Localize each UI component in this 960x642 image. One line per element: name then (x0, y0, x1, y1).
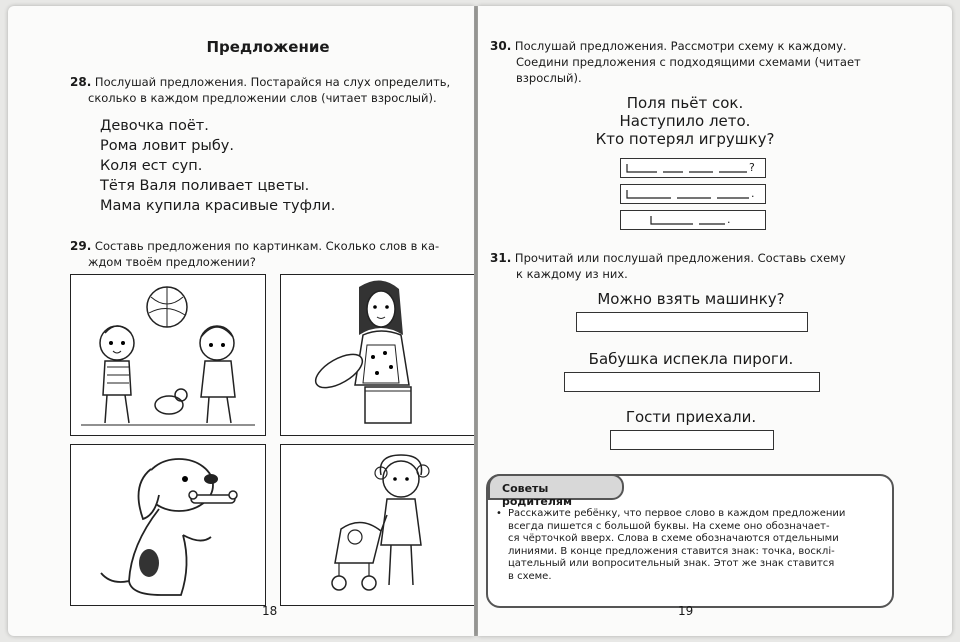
task-30-number: 30. (490, 39, 512, 53)
scheme-lines-2 (621, 185, 765, 203)
scheme-lines-1 (621, 159, 765, 177)
tips-line-3: ся чёрточкой вверх. Слова в схеме обозначаются отдельными (508, 533, 839, 544)
scheme-mark-3: . (727, 213, 731, 226)
right-page (478, 6, 952, 636)
task-30-instruction (490, 38, 900, 86)
task-31-sentence-2: Бабушка испекла пироги. (588, 350, 794, 368)
scheme-mark-2: . (751, 187, 755, 200)
page-number-left: 18 (262, 604, 278, 618)
page-number-right: 19 (678, 604, 694, 618)
task-30-text-line-3: взрослый). (516, 71, 582, 85)
task-31-text-line-1: Прочитай или послушай предложения. Составь схему (514, 251, 846, 265)
sentence-4: Тётя Валя поливает цветы. (100, 178, 310, 194)
task-29-text-line-1: Составь предложения по картинкам. Сколько слов в ка- (94, 239, 440, 253)
left-page (8, 6, 474, 636)
sentence-2: Рома ловит рыбу. (100, 138, 234, 154)
picture-children-ball (70, 274, 266, 436)
sentence-3: Коля ест суп. (100, 158, 203, 174)
tips-bullet: • (496, 508, 502, 519)
tips-line-5: цательный или вопросительный знак. Этот же знак ставится (508, 558, 835, 569)
tips-line-1: Расскажите ребёнку, что первое слово в каждом предложении (508, 508, 846, 519)
task-28-text-line-1: Послушай предложения. Постарайся на слух определить, (94, 75, 451, 89)
task-31-instruction (490, 250, 900, 282)
task-28-number: 28. (70, 75, 92, 89)
sentence-5: Мама купила красивые туфли. (100, 198, 336, 214)
task-30-sentence-2: Наступило лето. (619, 112, 751, 130)
answer-box-2[interactable] (564, 372, 820, 392)
scheme-mark-1: ? (749, 161, 755, 174)
page-title: Предложение (206, 38, 330, 56)
parent-tips-box (486, 474, 894, 608)
task-29-number: 29. (70, 239, 92, 253)
scheme-box-2[interactable] (620, 184, 766, 204)
task-29-instruction (70, 238, 470, 270)
parent-tips-title: Советы родителям (488, 474, 624, 500)
parent-tips-text (496, 508, 884, 583)
task-30-sentence-1: Поля пьёт сок. (626, 94, 744, 112)
tips-line-2: всегда пишется с большой буквы. На схеме оно обозначает- (508, 520, 830, 532)
task-30-sentence-3: Кто потерял игрушку? (595, 130, 775, 148)
sentence-1: Девочка поёт. (100, 118, 209, 134)
children-ball-illustration (71, 275, 265, 435)
girl-stroller-illustration (281, 445, 474, 605)
task-31-number: 31. (490, 251, 512, 265)
task-31-text-line-2: к каждому из них. (516, 267, 628, 281)
picture-dog-bone (70, 444, 266, 606)
tips-line-4: линиями. В конце предложения ставится знак: точка, восклi- (508, 545, 835, 557)
task-29-text-line-2: ждом твоём предложении? (88, 255, 256, 269)
task-31-sentence-3: Гости приехали. (625, 408, 757, 426)
task-31-sentence-1: Можно взять машинку? (597, 290, 785, 308)
answer-box-3[interactable] (610, 430, 774, 450)
task-28-text-line-2: сколько в каждом предложении слов (читает взрослый). (88, 91, 437, 105)
task-30-text-line-1: Послушай предложения. Рассмотри схему к каждому. (514, 39, 847, 53)
scheme-lines-3 (621, 211, 765, 229)
picture-woman-cooking (280, 274, 474, 436)
answer-box-1[interactable] (576, 312, 808, 332)
woman-cooking-illustration (281, 275, 474, 435)
scheme-box-3[interactable] (620, 210, 766, 230)
task-30-text-line-2: Соедини предложения с подходящими схемами (читает (516, 55, 861, 69)
tips-line-6: в схеме. (508, 570, 552, 582)
picture-girl-stroller (280, 444, 474, 606)
dog-bone-illustration (71, 445, 265, 605)
scheme-box-1[interactable] (620, 158, 766, 178)
task-28-instruction (70, 74, 470, 106)
